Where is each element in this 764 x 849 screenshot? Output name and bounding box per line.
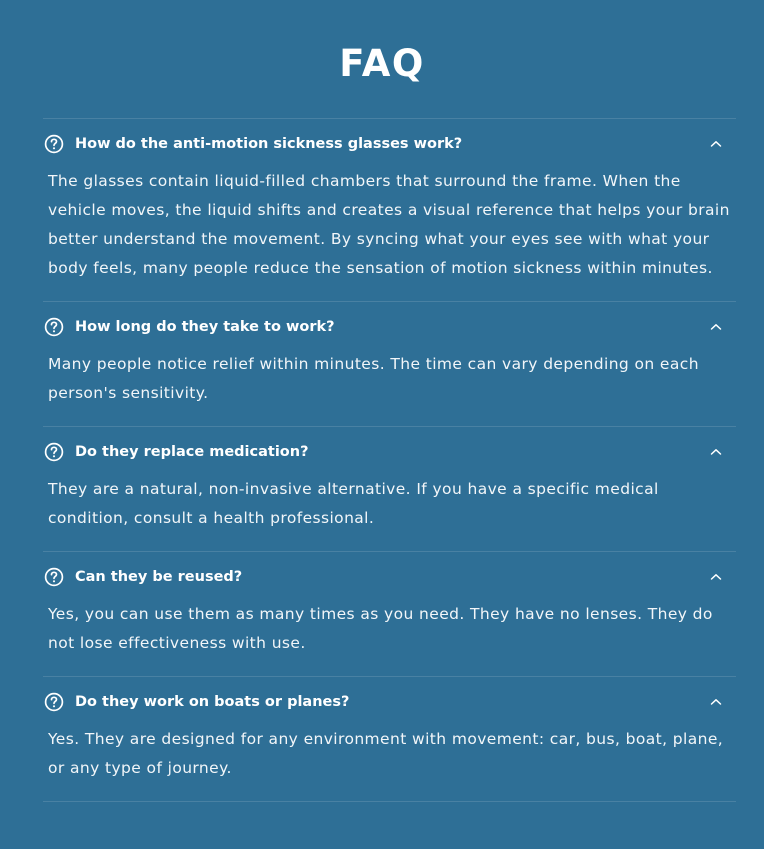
faq-answer: The glasses contain liquid-filled chambers that surround the frame. When the vehicle moves, the liquid shifts and creates a visual reference that helps your brain better understand the movement. By syncing what your eyes see with what your body feels, many people reduce the sensation of motion sickness within minutes. bbox=[48, 172, 730, 277]
question-circle-icon bbox=[44, 317, 64, 337]
faq-question-text: How long do they take to work? bbox=[75, 318, 335, 335]
faq-question-text: How do the anti-motion sickness glasses work? bbox=[75, 135, 463, 152]
faq-answer: Many people notice relief within minutes. The time can vary depending on each person's sensitivity. bbox=[48, 355, 699, 402]
chevron-up-icon[interactable] bbox=[709, 322, 723, 332]
chevron-up-icon[interactable] bbox=[709, 447, 723, 457]
faq-question-text: Can they be reused? bbox=[75, 568, 243, 585]
question-circle-icon bbox=[44, 567, 64, 587]
faq-question-toggle[interactable] bbox=[43, 427, 736, 475]
faq-question-text: Do they work on boats or planes? bbox=[75, 693, 350, 710]
faq-question-toggle[interactable] bbox=[43, 677, 736, 725]
question-circle-icon bbox=[44, 134, 64, 154]
faq-item bbox=[43, 118, 736, 301]
faq-question-toggle[interactable] bbox=[43, 302, 736, 350]
faq-question-toggle[interactable] bbox=[43, 552, 736, 600]
chevron-up-icon[interactable] bbox=[709, 572, 723, 582]
faq-item bbox=[43, 301, 736, 426]
faq-answer: Yes, you can use them as many times as you need. They have no lenses. They do not lose effectiveness with use. bbox=[48, 605, 713, 652]
faq-question-text: Do they replace medication? bbox=[75, 443, 309, 460]
question-circle-icon bbox=[44, 692, 64, 712]
faq-answer: Yes. They are designed for any environment with movement: car, bus, boat, plane, or any type of journey. bbox=[48, 730, 724, 777]
question-circle-icon bbox=[44, 442, 64, 462]
faq-title: FAQ bbox=[339, 42, 425, 85]
faq-answer: They are a natural, non-invasive alternative. If you have a specific medical condition, consult a health professional. bbox=[48, 480, 659, 527]
faq-item bbox=[43, 676, 736, 802]
faq-list bbox=[43, 118, 736, 802]
faq-item bbox=[43, 551, 736, 676]
chevron-up-icon[interactable] bbox=[709, 139, 723, 149]
faq-item bbox=[43, 426, 736, 551]
chevron-up-icon[interactable] bbox=[709, 697, 723, 707]
faq-question-toggle[interactable] bbox=[43, 119, 736, 167]
